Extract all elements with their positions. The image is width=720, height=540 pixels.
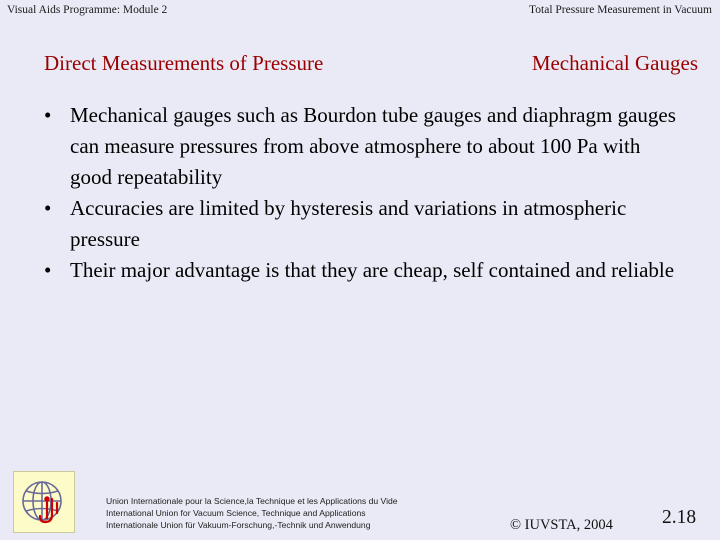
slide-number: 2.18 [662, 507, 697, 528]
bullet-marker: • [44, 196, 52, 220]
bullet-list [42, 100, 682, 286]
organization-names [106, 495, 398, 531]
bullet-item [42, 100, 682, 193]
bullet-marker: • [44, 103, 52, 127]
slide-subtitle: Mechanical Gauges [531, 51, 698, 75]
header-topic-label: Total Pressure Measurement in Vacuum [529, 4, 712, 16]
header-module-label: Visual Aids Programme: Module 2 [7, 4, 168, 16]
org-name-german: Internationale Union für Vakuum-Forschung,-Technik und Anwendung [106, 520, 371, 530]
copyright-notice: © IUVSTA, 2004 [510, 517, 613, 533]
bullet-marker: • [44, 258, 52, 282]
org-name-french: Union Internationale pour la Science,la Technique et les Applications du Vide [106, 496, 398, 506]
slide-title: Direct Measurements of Pressure [44, 51, 324, 75]
globe-icon [14, 472, 74, 532]
bullet-text: Mechanical gauges such as Bourdon tube gauges and diaphragm gauges can measure pressures from above atmosphere to about 100 Pa with good repeatability [70, 103, 676, 189]
bullet-text: Their major advantage is that they are cheap, self contained and reliable [70, 258, 675, 282]
org-name-english: International Union for Vacuum Science, Technique and Applications [106, 508, 366, 518]
iuvsta-globe-logo-icon [13, 471, 75, 533]
bullet-item [42, 255, 682, 286]
bullet-item [42, 193, 682, 255]
bullet-text: Accuracies are limited by hysteresis and variations in atmospheric pressure [70, 196, 627, 251]
